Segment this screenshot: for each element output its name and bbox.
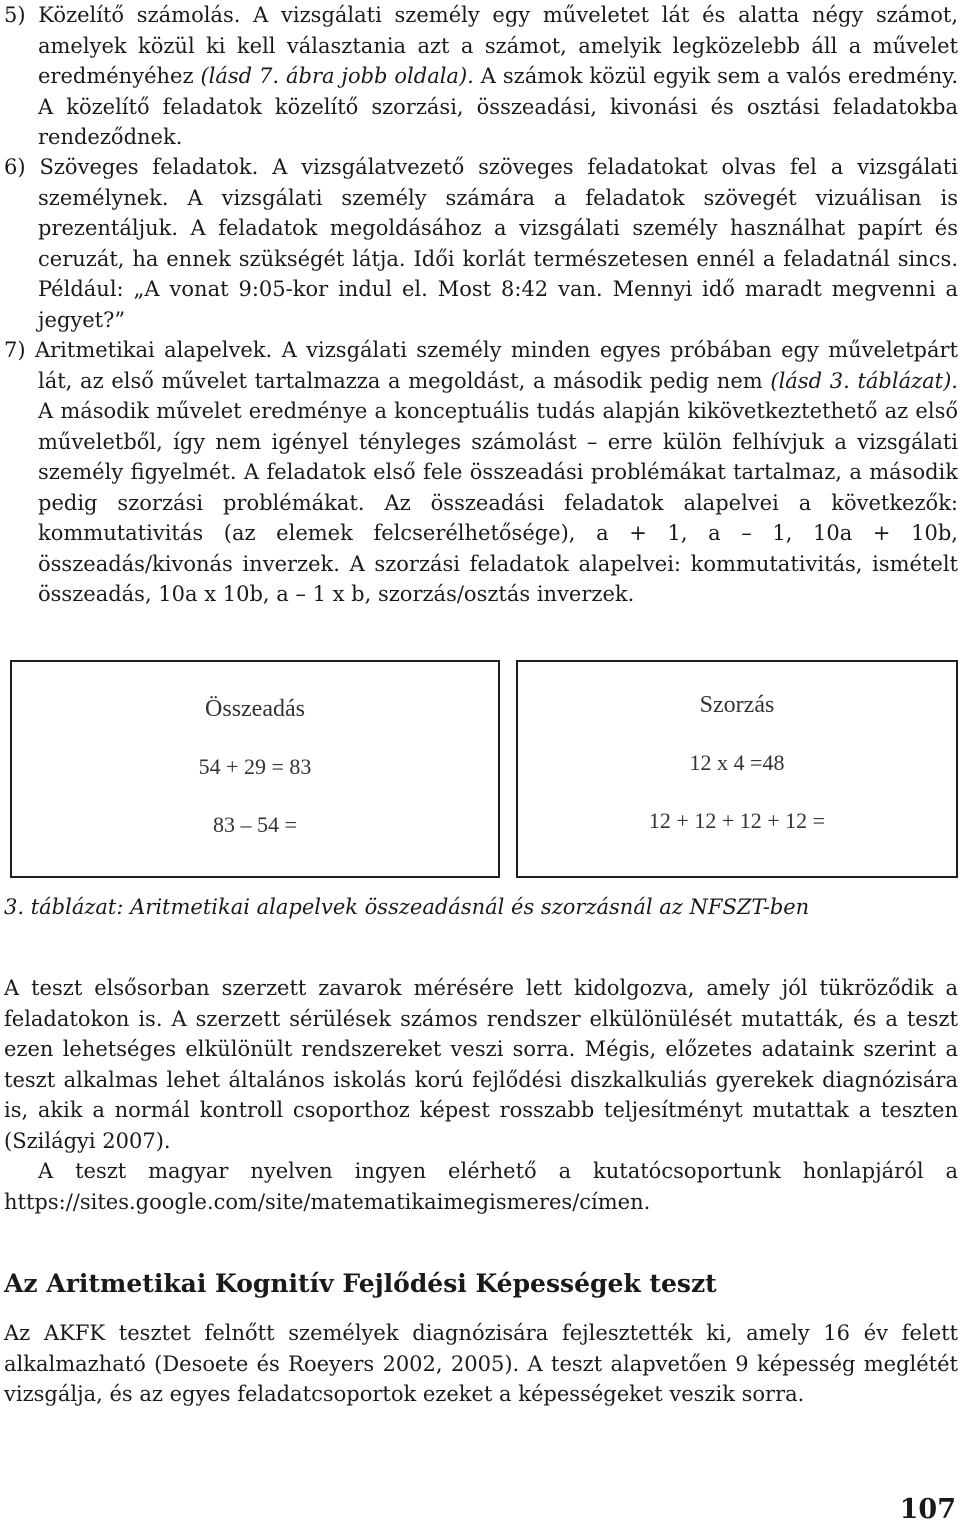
addition-example-1: 54 + 29 = 83 <box>198 754 312 779</box>
multiplication-panel <box>516 660 958 878</box>
page-number: 107 <box>899 1494 956 1525</box>
item-number: 6) <box>4 155 26 179</box>
figure-reference: (lásd 7. ábra jobb oldala). <box>200 64 474 88</box>
item-text: A vizsgálati személy egy műveletet lát és alatta négy számot, amelyek közül ki kell választania azt a számot, amelyik legközelebb áll a művelet eredményéhez <box>38 3 958 88</box>
item-label: Szöveges feladatok. <box>39 155 259 179</box>
multiplication-example-2: 12 + 12 + 12 + 12 = <box>648 808 826 833</box>
item-text: A vizsgálatvezető szöveges feladatokat olvas fel a vizsgálati személynek. A vizsgálati személy számára a feladatok szövegét vizuálisan is prezentáljuk. A feladatok megoldásához a vizsgálati személy használhat papírt és ceruzát, ha ennek szükségét látja. Idői korlát természetesen ennél a feladatnál sincs. Például: „A vonat 9:05-kor indul el. Most 8:42 van. Mennyi idő maradt megvenni a jegyet?” <box>38 155 959 332</box>
list-item-7 <box>4 335 958 610</box>
item-label: Aritmetikai alapelvek. <box>34 338 273 362</box>
list-item-5 <box>4 0 958 153</box>
item-text: A második művelet eredménye a konceptuális tudás alapján kikövetkeztethető az első műveletből, így nem igényel tényleges számolást – erre külön felhívjuk a vizsgálati személy figyelmét. A feladatok első fele összeadási problémákat tartalmaz, a második pedig szorzási problémákat. Az összeadási feladatok alapelvei a következők: kommutativitás (az elemek felcserélhetősége), a + 1, a – 1, 10a + 10b, összeadás/kivonás inverzek. A szorzási feladatok alapelvei: kommutativitás, ismételt összeadás, 10a x 10b, a – 1 x b, szorzás/osztás inverzek. <box>38 399 958 606</box>
addition-example-2: 83 – 54 = <box>213 812 297 837</box>
item-number: 7) <box>4 338 26 362</box>
item-text: A számok közül egyik sem a valós eredmény. A közelítő feladatok közelítő szorzási, összeadási, kivonási és osztási feladatokba rendeződnek. <box>38 64 959 149</box>
table-caption: 3. táblázat: Aritmetikai alapelvek összeadásnál és szorzásnál az NFSZT-ben <box>4 895 810 919</box>
body-paragraph-1: A teszt elsősorban szerzett zavarok mérésére lett kidolgozva, amely jól tükröződik a feladatokon is. A szerzett sérülések számos rendszer elkülönülését mutatták, és a teszt ezen lehetséges elkülönült rendszereket veszi sorra. Mégis, előzetes adataink szerint a teszt alkalmas lehet általános iskolás korú fejlődési diszkalkuliás gyerekek diagnózisára is, akik a normál kontroll csoporthoz képest rosszabb teljesítményt mutattak a teszten (Szilágyi 2007). <box>4 976 958 1153</box>
body-paragraph-3: Az AKFK tesztet felnőtt személyek diagnózisára fejlesztették ki, amely 16 év felett alkalmazható (Desoete és Roeyers 2002, 2005). A teszt alapvetően 9 képesség meglétét vizsgálja, és az egyes feladatcsoportok ezeket a képességeket veszik sorra. <box>4 1321 958 1406</box>
multiplication-example-1: 12 x 4 =48 <box>689 750 785 775</box>
item-text: A vizsgálati személy minden egyes próbában egy műveletpárt lát, az első művelet tartalmazza a megoldást, a második pedig nem <box>38 338 958 393</box>
item-number: 5) <box>4 3 26 27</box>
table-reference: (lásd 3. táblázat). <box>770 368 958 393</box>
addition-panel <box>10 660 500 878</box>
list-item-6 <box>4 152 958 335</box>
multiplication-title: Szorzás <box>699 692 775 718</box>
body-paragraph-2: A teszt magyar nyelven ingyen elérhető a kutatócsoportunk honlapjáról a https://sites.google.com/site/matematikaimegismeres/címen. <box>4 1159 958 1214</box>
item-label: Közelítő számolás. <box>38 3 241 27</box>
section-heading: Az Aritmetikai Kognitív Fejlődési Képességek teszt <box>4 1269 717 1298</box>
addition-title: Összeadás <box>205 696 305 722</box>
